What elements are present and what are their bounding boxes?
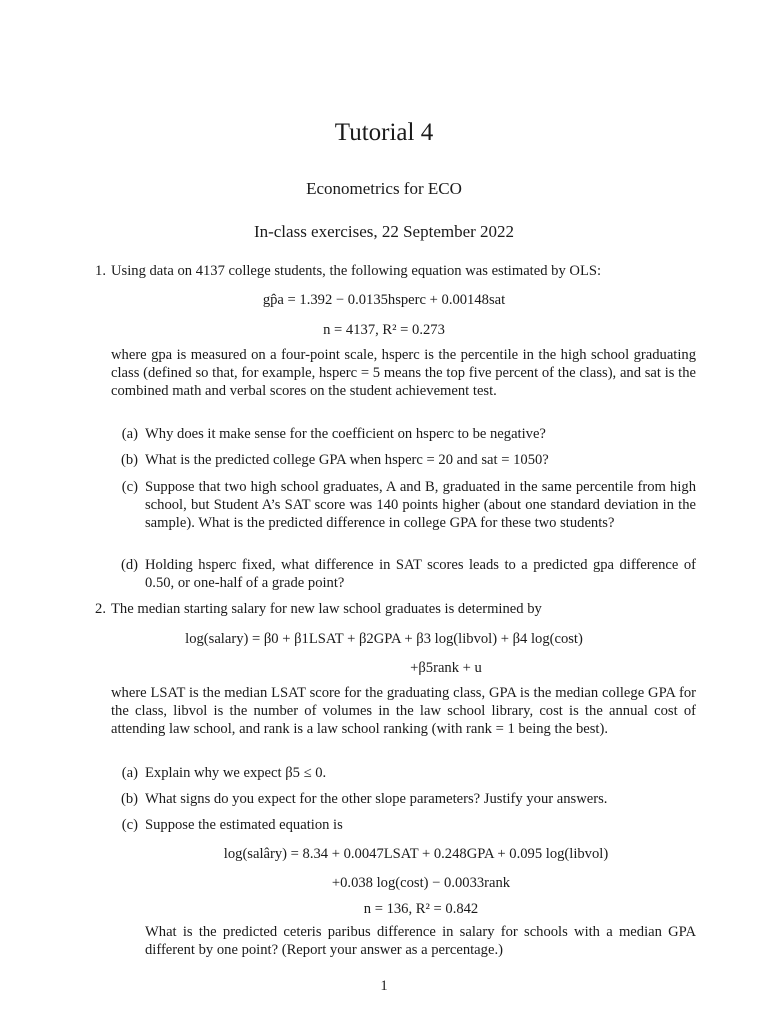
q1d-text: Holding hsperc fixed, what difference in SAT scores leads to a predicted gpa difference of 0.50, or one-half of a grade point? [145,557,696,591]
q2-intro: The median starting salary for new law school graduates is determined by [111,601,542,617]
q2-estimated-stats: n = 136, R² = 0.842 [363,901,479,917]
q2b-label: (b) [120,791,138,807]
page-number: 1 [380,978,388,994]
date-line: In-class exercises, 22 September 2022 [253,222,515,241]
q1c-label: (c) [121,479,138,495]
q1-stats: n = 4137, R² = 0.273 [323,322,445,338]
q2-estimated-line2: +0.038 log(cost) − 0.0033rank [331,875,511,891]
q1-number: 1. [95,263,106,279]
q1b-text: What is the predicted college GPA when hsperc = 20 and sat = 1050? [145,452,549,468]
q1b-label: (b) [120,452,138,468]
q2-equation-line2: +β5rank + u [410,660,482,676]
q2a-label: (a) [121,765,138,781]
q1c-text: Suppose that two high school graduates, A and B, graduated in the same percentile from high school, but Student A’s SAT score was 140 points higher (about one standard deviation in the sample). What is the predicted difference in college GPA for these two students? [145,479,696,531]
q2-closing-question: What is the predicted ceteris paribus difference in salary for schools with a median GPA different by one point? (Report your answer as a percentage.) [145,924,696,958]
q2b-text: What signs do you expect for the other slope parameters? Justify your answers. [145,791,608,807]
q2c-text: Suppose the estimated equation is [145,817,343,833]
q2-estimated-line1: log(salâry) = 8.34 + 0.0047LSAT + 0.248GPA + 0.095 log(libvol) [223,846,609,862]
q1a-text: Why does it make sense for the coefficient on hsperc to be negative? [145,426,546,442]
course-subtitle: Econometrics for ECO [306,179,462,198]
q2-explanation: where LSAT is the median LSAT score for the graduating class, GPA is the median college GPA for the class, libvol is the number of volumes in the law school library, cost is the annual cost of attending law school, and rank is a law school ranking (with rank = 1 being the best). [111,685,696,737]
q1d-label: (d) [120,557,138,573]
q2c-label: (c) [121,817,138,833]
q2a-text: Explain why we expect β5 ≤ 0. [145,765,327,781]
page-title: Tutorial 4 [334,119,434,146]
q1-explanation: where gpa is measured on a four-point scale, hsperc is the percentile in the high school graduating class (defined so that, for example, hsperc = 5 means the top five percent of the class), and sat is the combined math and verbal scores on the student achievement test. [111,347,696,399]
q1-equation: gp̂a = 1.392 − 0.0135hsperc + 0.00148sat [262,292,506,308]
q2-number: 2. [95,601,106,617]
q1-intro: Using data on 4137 college students, the following equation was estimated by OLS: [111,263,602,279]
q1a-label: (a) [121,426,138,442]
q2-equation-line1: log(salary) = β0 + β1LSAT + β2GPA + β3 log(libvol) + β4 log(cost) [185,631,583,647]
